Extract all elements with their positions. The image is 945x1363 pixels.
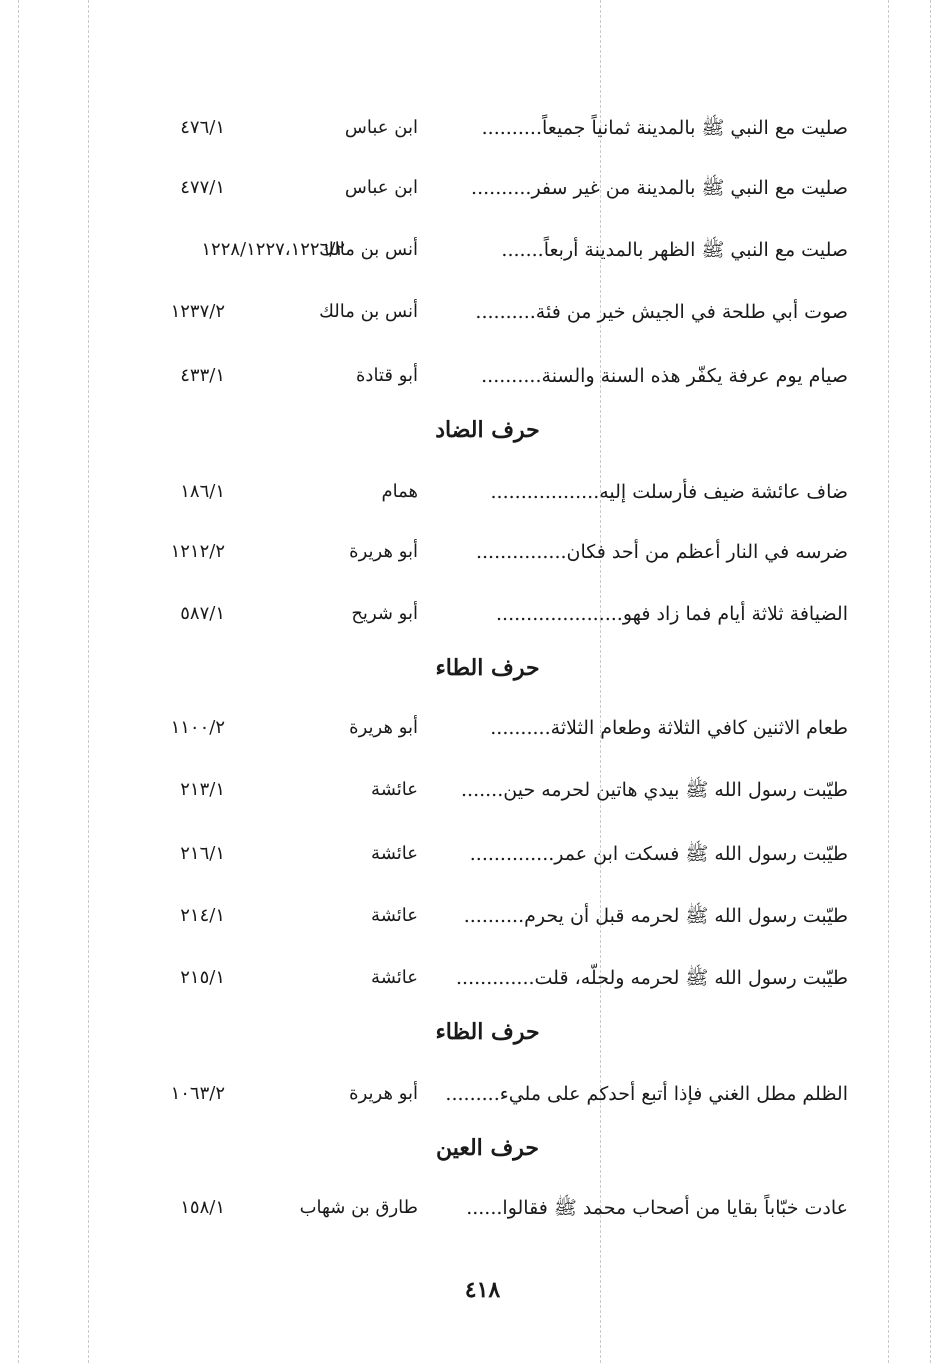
section-heading: حرف الطاء bbox=[435, 655, 540, 681]
section-heading: حرف الضاد bbox=[435, 417, 540, 443]
narrator-name: أبو هريرة bbox=[349, 541, 418, 562]
narrator-name: طارق بن شهاب bbox=[299, 1197, 418, 1218]
index-entry bbox=[0, 230, 945, 270]
volume-page-ref: ٤٣٣/١ bbox=[180, 365, 225, 386]
index-entry bbox=[0, 896, 945, 936]
page-number: ٤١٨ bbox=[464, 1277, 501, 1303]
volume-page-ref: ١٠٦٣/٢ bbox=[170, 1083, 225, 1104]
narrator-name: همام bbox=[381, 481, 418, 502]
index-entry bbox=[0, 168, 945, 208]
index-entry bbox=[0, 1188, 945, 1228]
hadith-text: صليت مع النبي ﷺ الظهر بالمدينة أربعاً....... bbox=[501, 239, 848, 261]
index-entry bbox=[0, 770, 945, 810]
index-entry bbox=[0, 708, 945, 748]
hadith-text: صيام يوم عرفة يكفّر هذه السنة والسنة.......... bbox=[481, 365, 848, 387]
narrator-name: عائشة bbox=[371, 905, 418, 926]
hadith-text: صليت مع النبي ﷺ بالمدينة من غير سفر.......... bbox=[471, 177, 848, 199]
index-entry bbox=[0, 958, 945, 998]
index-entry bbox=[0, 472, 945, 512]
volume-page-ref: ٤٧٦/١ bbox=[180, 117, 225, 138]
volume-page-ref: ٢١٥/١ bbox=[180, 967, 225, 988]
volume-page-ref: ٥٨٧/١ bbox=[180, 603, 225, 624]
hadith-text: ضاف عائشة ضيف فأرسلت إليه.................. bbox=[490, 481, 848, 503]
volume-page-ref: ١١٠٠/٢ bbox=[170, 717, 225, 738]
narrator-name: عائشة bbox=[371, 967, 418, 988]
narrator-name: أنس بن مالك bbox=[319, 239, 418, 260]
index-entry bbox=[0, 356, 945, 396]
hadith-text: طيّبت رسول الله ﷺ لحرمه قبل أن يحرم.......... bbox=[463, 905, 848, 927]
hadith-text: طيّبت رسول الله ﷺ لحرمه ولحلّه، قلت............. bbox=[456, 967, 848, 989]
volume-page-ref: ١٢٣٧/٢ bbox=[170, 301, 225, 322]
volume-page-ref: ١٢٢٨/١٢٢٧،١٢٢٦/٢ bbox=[201, 239, 345, 260]
narrator-name: أبو هريرة bbox=[349, 717, 418, 738]
index-entry bbox=[0, 292, 945, 332]
index-entry bbox=[0, 834, 945, 874]
hadith-text: طيّبت رسول الله ﷺ بيدي هاتين لحرمه حين....... bbox=[460, 779, 848, 801]
section-heading: حرف الظاء bbox=[435, 1019, 540, 1045]
volume-page-ref: ١٨٦/١ bbox=[180, 481, 225, 502]
narrator-name: أبو قتادة bbox=[356, 365, 418, 386]
narrator-name: أنس بن مالك bbox=[319, 301, 418, 322]
hadith-text: طيّبت رسول الله ﷺ فسكت ابن عمر.............. bbox=[469, 843, 848, 865]
hadith-text: طعام الاثنين كافي الثلاثة وطعام الثلاثة.......... bbox=[490, 717, 848, 739]
narrator-name: أبو شريح bbox=[351, 603, 418, 624]
volume-page-ref: ١٥٨/١ bbox=[180, 1197, 225, 1218]
volume-page-ref: ٤٧٧/١ bbox=[180, 177, 225, 198]
narrator-name: ابن عباس bbox=[344, 117, 418, 138]
volume-page-ref: ١٢١٢/٢ bbox=[170, 541, 225, 562]
narrator-name: أبو هريرة bbox=[349, 1083, 418, 1104]
index-entry bbox=[0, 108, 945, 148]
hadith-text: عادت خبّاباً بقايا من أصحاب محمد ﷺ فقالوا...... bbox=[466, 1197, 848, 1219]
section-heading: حرف العين bbox=[435, 1135, 540, 1161]
index-entry bbox=[0, 532, 945, 572]
narrator-name: ابن عباس bbox=[344, 177, 418, 198]
hadith-text: الضيافة ثلاثة أيام فما زاد فهو..................... bbox=[495, 603, 848, 625]
hadith-text: صوت أبي طلحة في الجيش خير من فئة.......... bbox=[475, 301, 848, 323]
volume-page-ref: ٢١٦/١ bbox=[180, 843, 225, 864]
narrator-name: عائشة bbox=[371, 779, 418, 800]
narrator-name: عائشة bbox=[371, 843, 418, 864]
hadith-text: ضرسه في النار أعظم من أحد فكان............... bbox=[475, 541, 848, 563]
volume-page-ref: ٢١٤/١ bbox=[180, 905, 225, 926]
hadith-text: صليت مع النبي ﷺ بالمدينة ثمانياً جميعاً.......... bbox=[481, 117, 848, 139]
hadith-text: الظلم مطل الغني فإذا أتبع أحدكم على مليء......... bbox=[445, 1083, 848, 1105]
index-entry bbox=[0, 1074, 945, 1114]
index-entry bbox=[0, 594, 945, 634]
volume-page-ref: ٢١٣/١ bbox=[180, 779, 225, 800]
